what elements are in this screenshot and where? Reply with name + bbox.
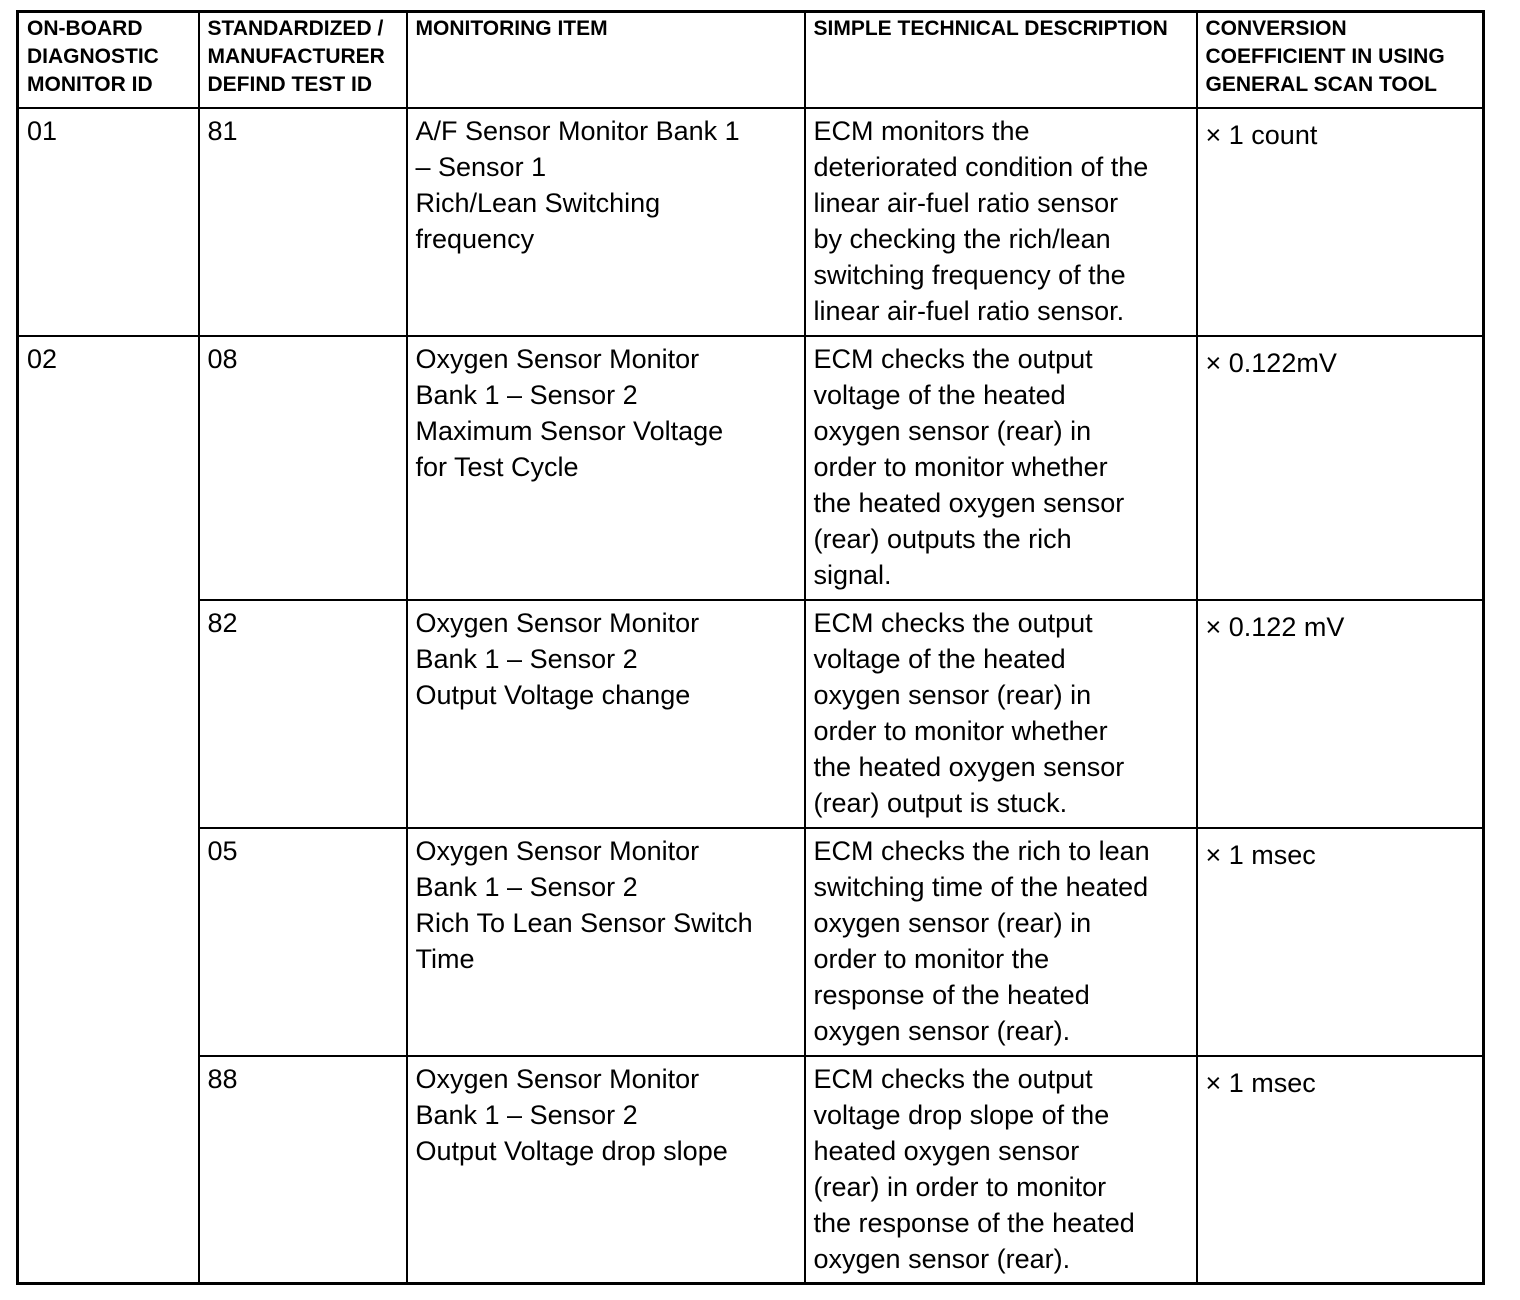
description-line: response of the heated <box>813 979 1090 1010</box>
description-line: voltage drop slope of the <box>813 1099 1110 1130</box>
description-line: oxygen sensor (rear) in <box>813 679 1092 710</box>
header-conversion-coefficient <box>1197 12 1484 108</box>
monitoring-item-cell <box>407 108 805 336</box>
description-line: voltage of the heated <box>813 379 1066 410</box>
description-line: linear air-fuel ratio sensor. <box>813 295 1125 326</box>
header-text: MONITORING ITEM <box>415 17 608 40</box>
coefficient-cell <box>1197 108 1484 336</box>
description-line: (rear) outputs the rich <box>813 523 1072 554</box>
item-line: Output Voltage drop slope <box>415 1135 728 1166</box>
header-text: MONITOR ID <box>27 73 153 96</box>
description-line: oxygen sensor (rear) in <box>813 907 1092 938</box>
item-line: Oxygen Sensor Monitor <box>415 343 700 374</box>
description-line: ECM checks the rich to lean <box>813 835 1150 866</box>
description-cell <box>805 828 1197 1056</box>
description-line: ECM checks the output <box>813 607 1093 638</box>
description-line: the heated oxygen sensor <box>813 751 1125 782</box>
monitoring-item-cell <box>407 1056 805 1284</box>
description-line: oxygen sensor (rear). <box>813 1015 1071 1046</box>
description-line: (rear) output is stuck. <box>813 787 1068 818</box>
description-line: (rear) in order to monitor <box>813 1171 1107 1202</box>
monitoring-item-cell <box>407 336 805 600</box>
item-line: Bank 1 – Sensor 2 <box>415 379 638 410</box>
coefficient-value: × 0.122 mV <box>1205 611 1345 642</box>
monitoring-item-cell <box>407 600 805 828</box>
description-cell <box>805 108 1197 336</box>
coefficient-value: × 1 msec <box>1205 1067 1316 1098</box>
description-cell <box>805 1056 1197 1284</box>
test-id-cell: 88 <box>199 1056 407 1284</box>
coefficient-value: × 1 msec <box>1205 839 1316 870</box>
description-line: the heated oxygen sensor <box>813 487 1125 518</box>
header-text: COEFFICIENT IN USING <box>1205 45 1445 68</box>
header-text: CONVERSION <box>1205 17 1347 40</box>
description-line: order to monitor the <box>813 943 1050 974</box>
item-line: for Test Cycle <box>415 451 579 482</box>
description-line: voltage of the heated <box>813 643 1066 674</box>
test-id-cell: 82 <box>199 600 407 828</box>
coefficient-value: × 1 count <box>1205 119 1318 150</box>
description-cell <box>805 600 1197 828</box>
header-text: MANUFACTURER <box>207 45 385 68</box>
coefficient-cell <box>1197 828 1484 1056</box>
description-line: oxygen sensor (rear) in <box>813 415 1092 446</box>
monitor-id-cell: 01 <box>18 108 199 336</box>
header-text: STANDARDIZED / <box>207 17 384 40</box>
item-line: Output Voltage change <box>415 679 691 710</box>
table-row <box>18 108 1484 336</box>
coefficient-value: × 0.122mV <box>1205 347 1337 378</box>
description-line: order to monitor whether <box>813 451 1108 482</box>
description-line: by checking the rich/lean <box>813 223 1111 254</box>
description-line: ECM monitors the <box>813 115 1030 146</box>
description-line: order to monitor whether <box>813 715 1108 746</box>
item-line: frequency <box>415 223 535 254</box>
description-line: ECM checks the output <box>813 1063 1093 1094</box>
item-line: Bank 1 – Sensor 2 <box>415 871 638 902</box>
header-text: DEFIND TEST ID <box>207 73 373 96</box>
header-text: ON-BOARD <box>27 17 143 40</box>
test-id-cell: 81 <box>199 108 407 336</box>
test-id-cell: 05 <box>199 828 407 1056</box>
table-row <box>18 600 1484 828</box>
description-line: heated oxygen sensor <box>813 1135 1080 1166</box>
monitoring-item-cell <box>407 828 805 1056</box>
header-text: SIMPLE TECHNICAL DESCRIPTION <box>813 17 1168 40</box>
description-line: signal. <box>813 559 892 590</box>
item-line: Rich To Lean Sensor Switch <box>415 907 753 938</box>
diagnostic-monitor-table <box>16 10 1485 1285</box>
item-line: Bank 1 – Sensor 2 <box>415 643 638 674</box>
table-header-row <box>18 12 1484 108</box>
table-row <box>18 1056 1484 1284</box>
header-text: DIAGNOSTIC <box>27 45 159 68</box>
description-line: the response of the heated <box>813 1207 1135 1238</box>
coefficient-cell <box>1197 600 1484 828</box>
item-line: Rich/Lean Switching <box>415 187 661 218</box>
description-line: switching time of the heated <box>813 871 1149 902</box>
item-line: Oxygen Sensor Monitor <box>415 1063 700 1094</box>
description-line: oxygen sensor (rear). <box>813 1243 1071 1274</box>
item-line: Oxygen Sensor Monitor <box>415 607 700 638</box>
description-line: switching frequency of the <box>813 259 1126 290</box>
item-line: Bank 1 – Sensor 2 <box>415 1099 638 1130</box>
header-description <box>805 12 1197 108</box>
description-line: ECM checks the output <box>813 343 1093 374</box>
item-line: Oxygen Sensor Monitor <box>415 835 700 866</box>
header-monitoring-item <box>407 12 805 108</box>
table-row <box>18 336 1484 600</box>
item-line: A/F Sensor Monitor Bank 1 <box>415 115 740 146</box>
coefficient-cell <box>1197 336 1484 600</box>
table-row <box>18 828 1484 1056</box>
header-monitor-id <box>18 12 199 108</box>
item-line: Time <box>415 943 475 974</box>
description-cell <box>805 336 1197 600</box>
description-line: deteriorated condition of the <box>813 151 1149 182</box>
item-line: Maximum Sensor Voltage <box>415 415 724 446</box>
coefficient-cell <box>1197 1056 1484 1284</box>
item-line: – Sensor 1 <box>415 151 547 182</box>
test-id-cell: 08 <box>199 336 407 600</box>
description-line: linear air-fuel ratio sensor <box>813 187 1119 218</box>
monitor-id-cell: 02 <box>18 336 199 1284</box>
header-text: GENERAL SCAN TOOL <box>1205 73 1437 96</box>
header-test-id <box>199 12 407 108</box>
